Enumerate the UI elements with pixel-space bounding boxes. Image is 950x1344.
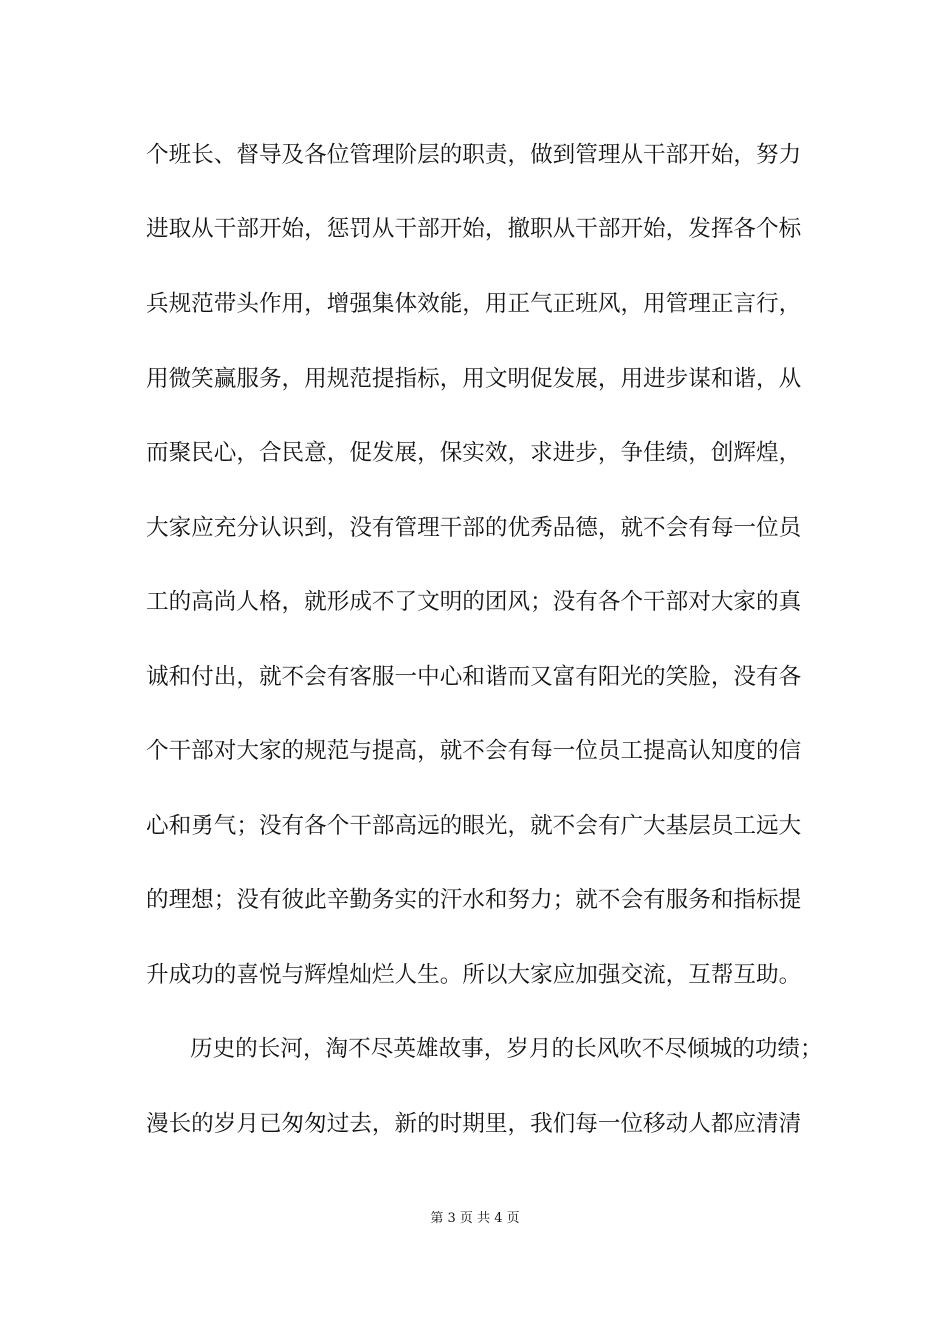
page-footer: 第 3 页 共 4 页 [430, 1211, 520, 1226]
body-line-3: 兵规范带头作用，增强集体效能，用正气正班风，用管理正言行， [146, 291, 802, 317]
body-line-8: 诚和付出，就不会有客服一中心和谐而又富有阳光的笑脸，没有各 [146, 664, 802, 690]
body-line-4: 用微笑赢服务，用规范提指标，用文明促发展，用进步谋和谐，从 [146, 366, 802, 392]
body-line-10: 心和勇气；没有各个干部高远的眼光，就不会有广大基层员工远大 [146, 813, 802, 839]
body-line-9: 个干部对大家的规范与提高，就不会有每一位员工提高认知度的信 [146, 738, 802, 764]
body-line-13: 历史的长河，淘不尽英雄故事，岁月的长风吹不尽倾城的功绩； [190, 1036, 823, 1062]
body-line-12: 升成功的喜悦与辉煌灿烂人生。所以大家应加强交流，互帮互助。 [146, 962, 802, 988]
body-line-6: 大家应充分认识到，没有管理干部的优秀品德，就不会有每一位员 [146, 515, 802, 541]
body-line-1: 个班长、督导及各位管理阶层的职责，做到管理从干部开始，努力 [146, 142, 802, 168]
body-line-11: 的理想；没有彼此辛勤务实的汗水和努力；就不会有服务和指标提 [146, 887, 802, 913]
body-line-14: 漫长的岁月已匆匆过去，新的时期里，我们每一位移动人都应清清 [146, 1111, 802, 1137]
body-line-7: 工的高尚人格，就形成不了文明的团风；没有各个干部对大家的真 [146, 589, 802, 615]
body-line-5: 而聚民心，合民意，促发展，保实效，求进步，争佳绩，创辉煌， [146, 440, 802, 466]
body-line-2: 进取从干部开始，惩罚从干部开始，撤职从干部开始，发挥各个标 [146, 216, 802, 242]
